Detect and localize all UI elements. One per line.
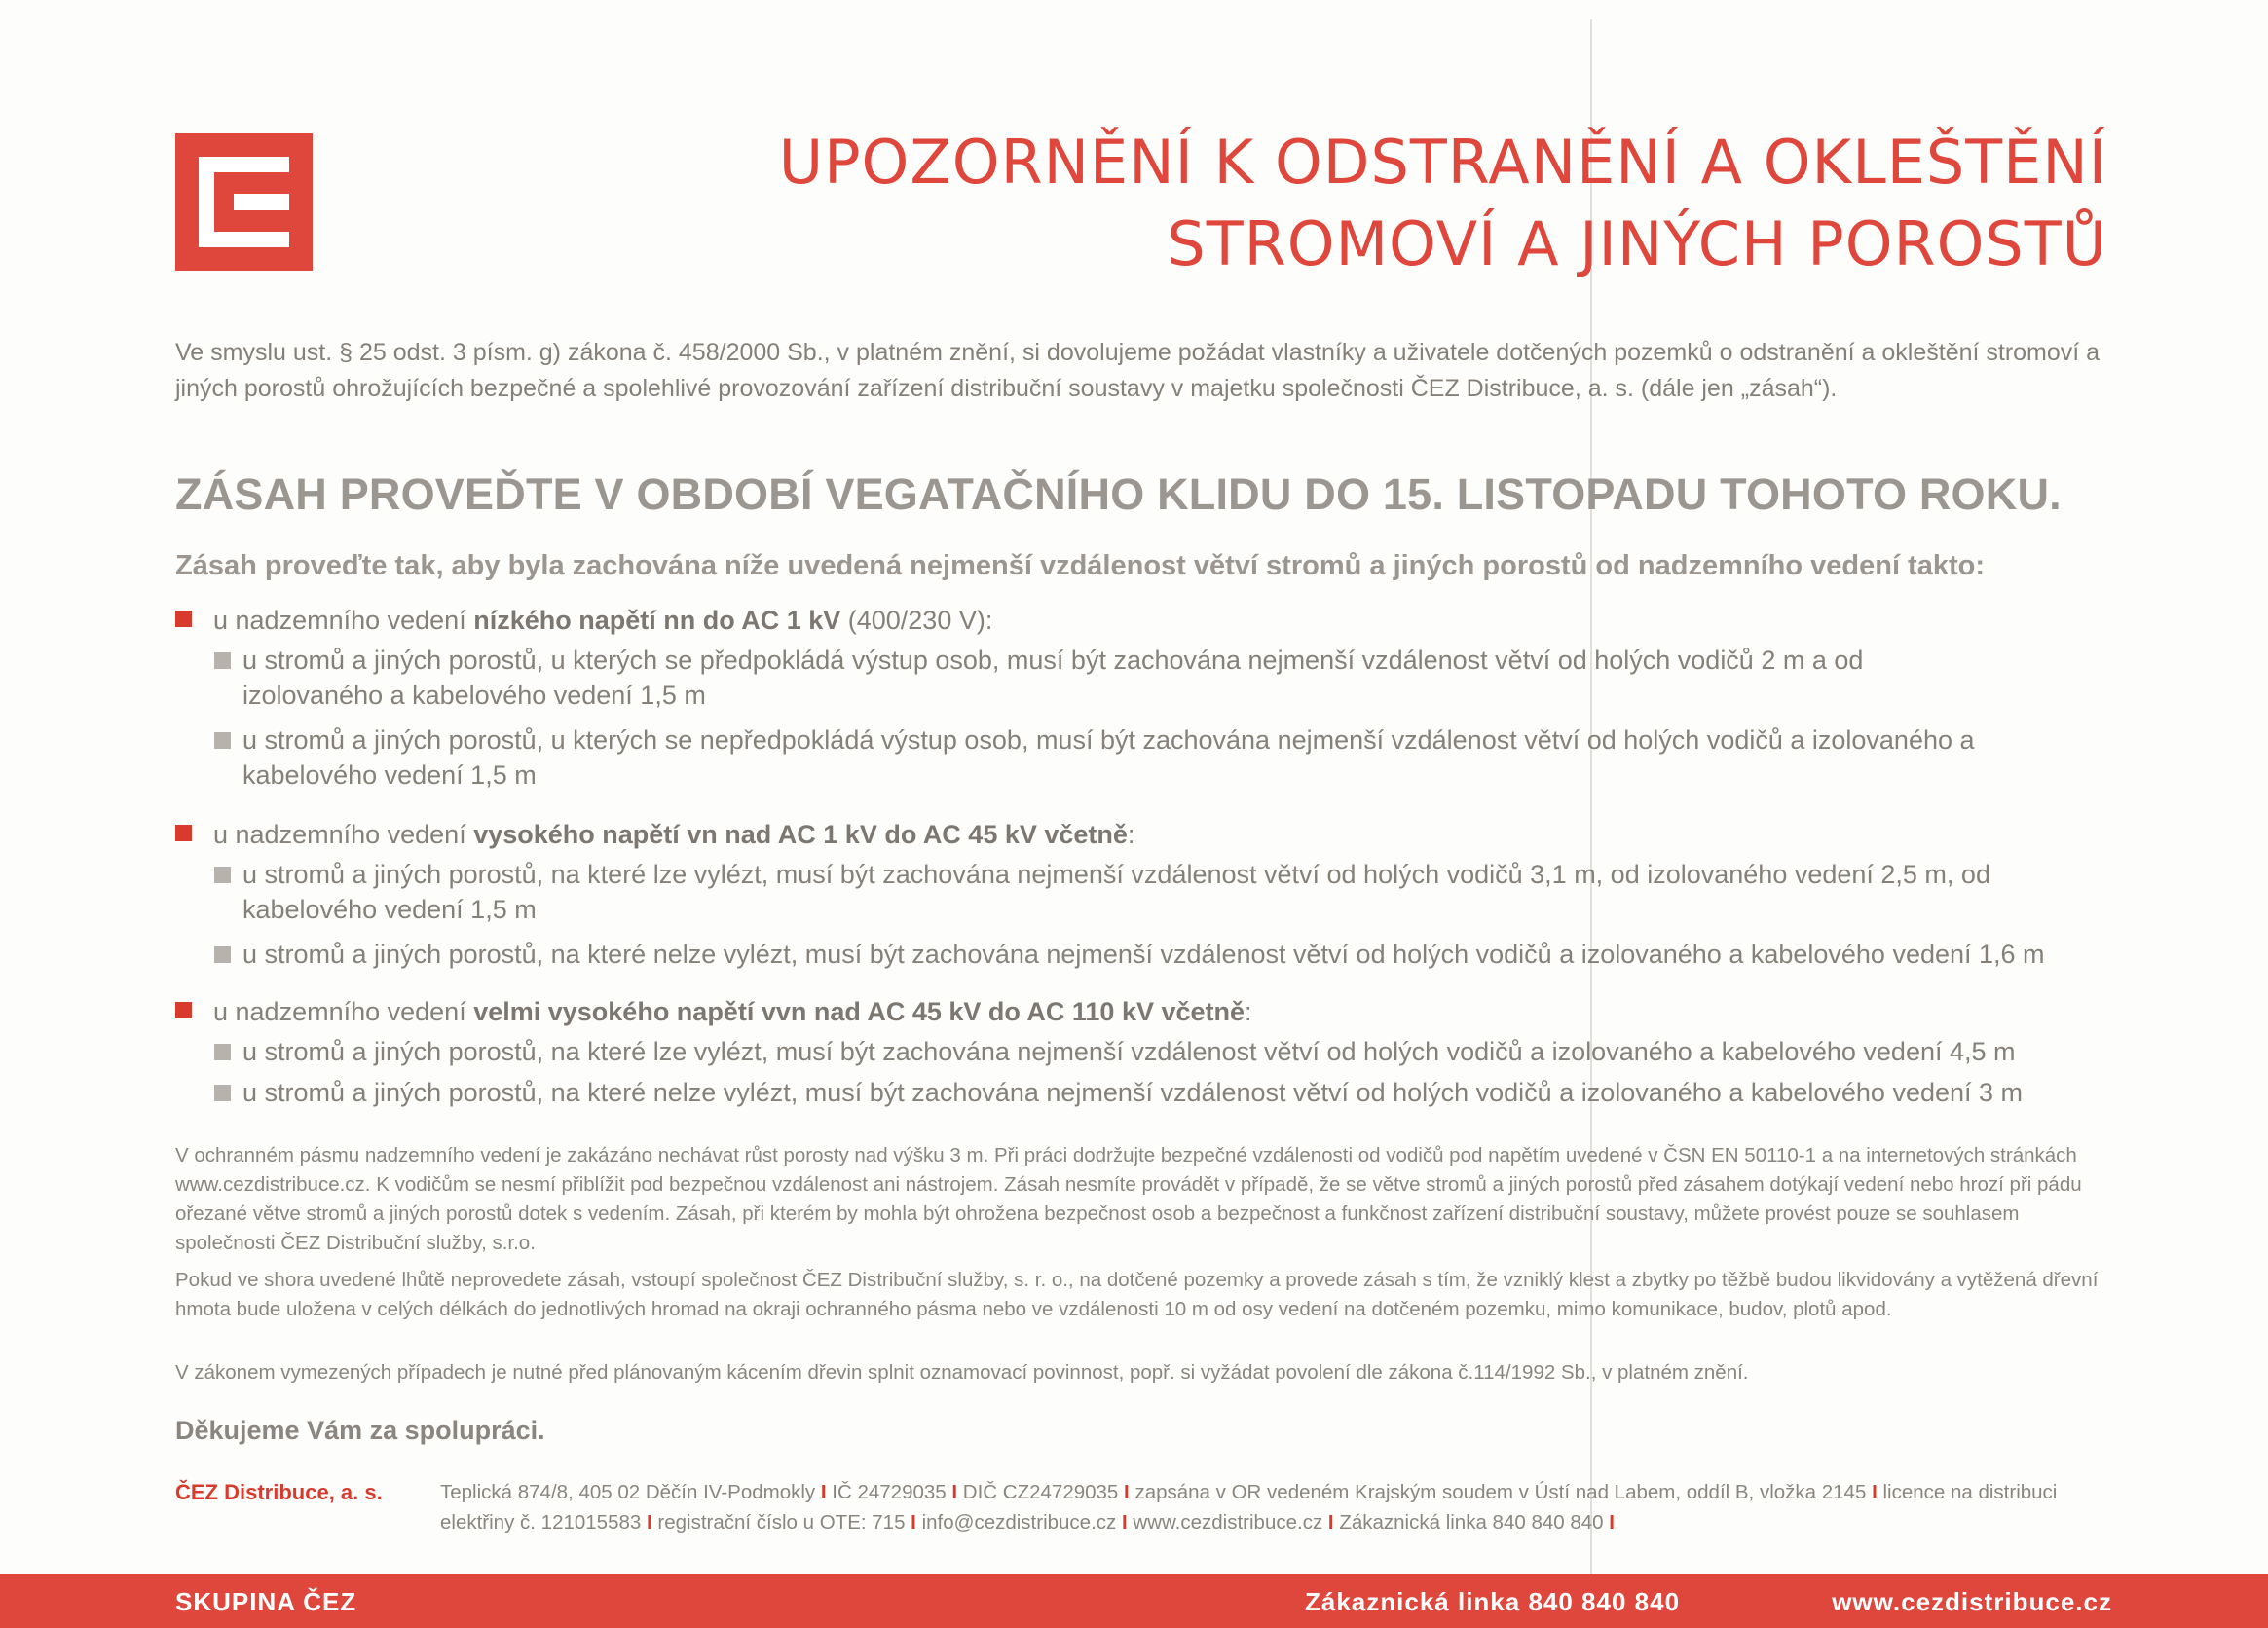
list-item bbox=[214, 857, 2123, 927]
company-name: ČEZ Distribuce, a. s. bbox=[175, 1480, 383, 1504]
red-square-bullet-icon bbox=[175, 1002, 192, 1018]
section-high-voltage bbox=[175, 816, 2123, 972]
list-item-text: u stromů a jiných porostů, na které nelze vylézt, musí být zachována nejmenší vzdálenost větví od holých vodičů a izolovaného a kabelového vedení 1,6 m bbox=[242, 940, 2045, 969]
list-item bbox=[214, 1075, 2123, 1110]
grey-square-bullet-icon bbox=[214, 867, 231, 883]
separator: I bbox=[951, 1481, 958, 1503]
grey-square-bullet-icon bbox=[214, 652, 231, 669]
address-registry: zapsána v OR vedeném Krajským soudem v Ústí nad Labem, oddíl B, vložka 2145 bbox=[1134, 1481, 1867, 1503]
separator: I bbox=[1124, 1481, 1130, 1503]
grey-square-bullet-icon bbox=[214, 732, 231, 749]
intro-paragraph: Ve smyslu ust. § 25 odst. 3 písm. g) zákona č. 458/2000 Sb., v platném znění, si dovolujeme požádat vlastníky a uživatele dotčených pozemků o odstranění a okleštění stromoví a jiných porostů ohrožujících bezpečné a spolehlivé provozování zařízení distribuční soustavy v majetku společnosti ČEZ Distribuce, a. s. (dále jen „zásah“). bbox=[175, 339, 2101, 402]
page-title bbox=[779, 122, 2107, 285]
section-prefix: u nadzemního vedení bbox=[213, 606, 474, 635]
list-item bbox=[214, 643, 2123, 713]
title-line-2: STROMOVÍ A JINÝCH POROSTŮ bbox=[1167, 208, 2107, 279]
grey-square-bullet-icon bbox=[214, 1085, 231, 1101]
footer-bar bbox=[0, 1574, 2268, 1628]
thanks-text: Děkujeme Vám za spolupráci. bbox=[175, 1416, 545, 1445]
grey-square-bullet-icon bbox=[214, 1044, 231, 1060]
address-dic: DIČ CZ24729035 bbox=[962, 1481, 1119, 1503]
separator: I bbox=[1327, 1511, 1334, 1534]
list-item-text: u stromů a jiných porostů, na které lze vylézt, musí být zachována nejmenší vzdálenost větví od holých vodičů 3,1 m, od izolovaného vedení 2,5 m, od kabelového vedení 1,5 m bbox=[242, 860, 1990, 924]
separator: I bbox=[820, 1481, 827, 1503]
address-hotline: Zákaznická linka 840 840 840 bbox=[1339, 1511, 1604, 1534]
footer-web-link[interactable]: www.cezdistribuce.cz bbox=[1832, 1587, 2112, 1616]
title-line-1: UPOZORNĚNÍ K ODSTRANĚNÍ A OKLEŠTĚNÍ bbox=[778, 127, 2107, 198]
section-heading bbox=[175, 602, 2123, 639]
lead-sentence: Zásah proveďte tak, aby byla zachována níže uvedená nejmenší vzdálenost větví stromů a jiných porostů od nadzemního vedení takto: bbox=[175, 550, 1985, 581]
note-legal-obligation: V zákonem vymezených případech je nutné před plánovaným kácením dřevin splnit oznamovací povinnost, popř. si vyžádat povolení dle zákona č.114/1992 Sb., v platném znění. bbox=[175, 1361, 1749, 1384]
note-protection-zone: V ochranném pásmu nadzemního vedení je zakázáno nechávat růst porosty nad výšku 3 m. Při práci dodržujte bezpečné vzdálenosti od vodičů pod napětím uvedené v ČSN EN 50110-1 a na internetových stránkách www.cezdistribuce.cz. K vodičům se nesmí přiblížit pod bezpečnou vzdálenost ani nástrojem. Zásah nesmíte provádět v případě, že se větve stromů a jiných porostů před zásahem dotýkají vedení nebo hrozí při pádu ořezané větve stromů a jiných porostů dotek s vedením. Zásah, při kterém by mohla být ohrožena bezpečnost osob a bezpečnost a funkčnost zařízení distribuční soustavy, můžete provést pouze se souhlasem společnosti ČEZ Distribuční služby, s.r.o. bbox=[175, 1144, 2082, 1254]
list-item bbox=[214, 1034, 2123, 1069]
footer-hotline: Zákaznická linka 840 840 840 bbox=[1305, 1587, 1681, 1616]
list-item-text: u stromů a jiných porostů, na které nelze vylézt, musí být zachována nejmenší vzdálenost větví od holých vodičů a izolovaného a kabelového vedení 3 m bbox=[242, 1078, 2024, 1107]
separator: I bbox=[646, 1511, 652, 1534]
cez-logo-icon bbox=[175, 133, 313, 271]
section-prefix: u nadzemního vedení bbox=[213, 820, 474, 849]
deadline-headline: ZÁSAH PROVEĎTE V OBDOBÍ VEGATAČNÍHO KLIDU DO 15. LISTOPADU TOHOTO ROKU. bbox=[175, 469, 2062, 519]
section-heading bbox=[175, 993, 2123, 1030]
section-suffix: (400/230 V): bbox=[840, 606, 993, 635]
list-item-text: u stromů a jiných porostů, na které lze vylézt, musí být zachována nejmenší vzdálenost větví od holých vodičů a izolovaného a kabelového vedení 4,5 m bbox=[242, 1037, 2016, 1066]
red-square-bullet-icon bbox=[175, 825, 192, 841]
separator: I bbox=[1872, 1481, 1878, 1503]
section-prefix: u nadzemního vedení bbox=[213, 997, 474, 1026]
address-web[interactable]: www.cezdistribuce.cz bbox=[1133, 1511, 1323, 1534]
address-ic: IČ 24729035 bbox=[832, 1481, 947, 1503]
address-street: Teplická 874/8, 405 02 Děčín IV-Podmokly bbox=[440, 1481, 816, 1503]
grey-square-bullet-icon bbox=[214, 946, 231, 963]
separator: I bbox=[911, 1511, 916, 1534]
section-voltage-label: vysokého napětí vn nad AC 1 kV do AC 45 kV včetně bbox=[473, 820, 1128, 849]
section-voltage-label: nízkého napětí nn do AC 1 kV bbox=[473, 606, 841, 635]
section-low-voltage bbox=[175, 602, 2123, 793]
list-item-text: u stromů a jiných porostů, u kterých se nepředpokládá výstup osob, musí být zachována nejmenší vzdálenost větví od holých vodičů a izolovaného a kabelového vedení 1,5 m bbox=[242, 725, 1975, 790]
separator: I bbox=[1121, 1511, 1128, 1534]
footer-group: SKUPINA ČEZ bbox=[175, 1587, 357, 1616]
company-address bbox=[440, 1477, 2115, 1537]
red-square-bullet-icon bbox=[175, 610, 192, 627]
list-item-text: u stromů a jiných porostů, u kterých se předpokládá výstup osob, musí být zachována nejmenší vzdálenost větví od holých vodičů 2 m a od izolovaného a kabelového vedení 1,5 m bbox=[242, 646, 1864, 710]
address-licence: licence na distribuci elektřiny č. 121015583 bbox=[440, 1481, 2058, 1534]
section-suffix: : bbox=[1245, 997, 1252, 1026]
note-deadline-consequence: Pokud ve shora uvedené lhůtě neprovedete zásah, vstoupí společnost ČEZ Distribuční služby, s. r. o., na dotčené pozemky a provede zásah s tím, že vzniklý klest a zbytky po těžbě budou likvidovány a vytěžená dřevní hmota bude uložena v celých délkách do jednotlivých hromad na okraji ochranného pásma nebo ve vzdálenosti 10 m od osy vedení na dotčeném pozemku, mimo komunikace, budov, plotů apod. bbox=[175, 1269, 2099, 1320]
list-item bbox=[214, 722, 2123, 793]
separator: I bbox=[1609, 1511, 1615, 1534]
section-suffix: : bbox=[1127, 820, 1135, 849]
address-ote: registrační číslo u OTE: 715 bbox=[657, 1511, 906, 1534]
section-heading bbox=[175, 816, 2123, 853]
address-email[interactable]: info@cezdistribuce.cz bbox=[921, 1511, 1117, 1534]
section-voltage-label: velmi vysokého napětí vvn nad AC 45 kV do AC 110 kV včetně bbox=[473, 997, 1246, 1026]
section-very-high-voltage bbox=[175, 993, 2123, 1110]
list-item bbox=[214, 937, 2123, 972]
